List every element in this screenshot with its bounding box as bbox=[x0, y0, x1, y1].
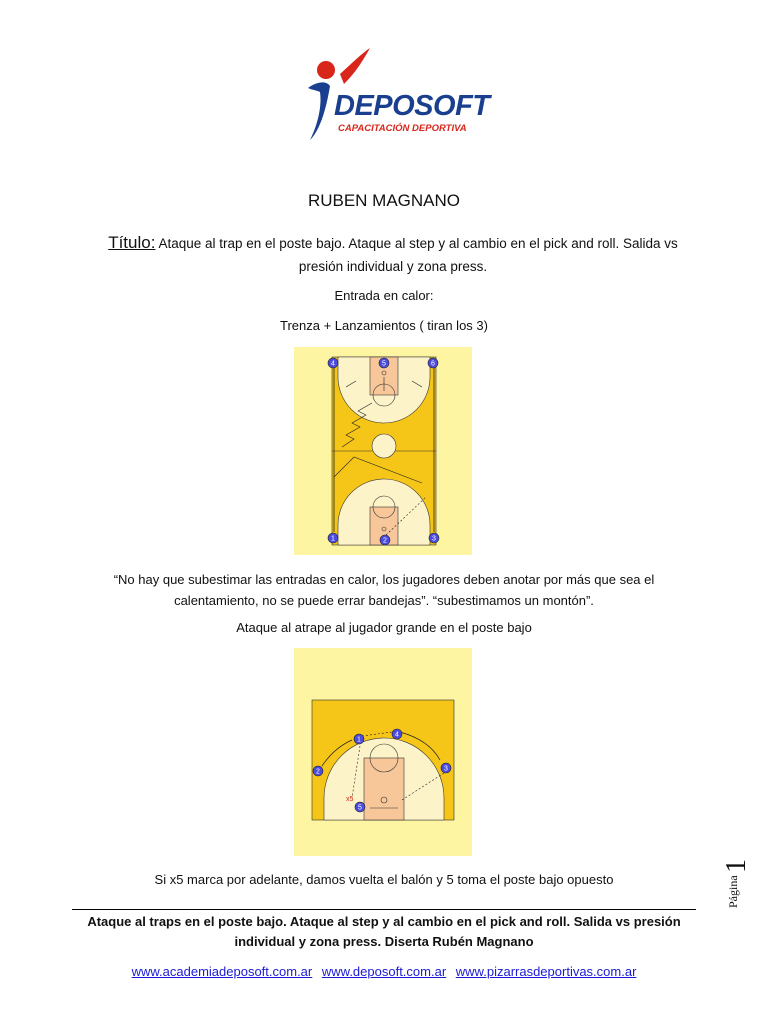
title-paragraph bbox=[88, 231, 698, 278]
title-text: Ataque al trap en el poste bajo. Ataque al step y al cambio en el pick and roll. Salida vs presión individual y zona press. bbox=[158, 236, 678, 274]
player-number: 4 bbox=[331, 360, 335, 368]
warmup-label: Entrada en calor: bbox=[334, 288, 434, 303]
quote-text: “No hay que subestimar las entradas en calor, los jugadores deben anotar por más que sea el calentamiento, no se puede errar bandejas”. “subestimamos un montón”. bbox=[113, 572, 655, 608]
player-marker bbox=[379, 533, 391, 551]
page-title: RUBEN MAGNANO bbox=[307, 191, 461, 210]
player-number: 1 bbox=[357, 736, 361, 744]
player-marker bbox=[440, 761, 452, 779]
page-number bbox=[716, 852, 756, 912]
full-court-diagram bbox=[294, 347, 472, 555]
player-marker bbox=[327, 531, 339, 549]
page-word: Página bbox=[726, 875, 740, 908]
player-number: 3 bbox=[432, 535, 436, 543]
logo-wordmark: DEPOSOFT bbox=[334, 90, 490, 122]
player-number: 2 bbox=[383, 537, 387, 545]
page-number-value: 1 bbox=[721, 859, 752, 873]
link-pizarrasdeportivas[interactable]: www.pizarrasdeportivas.com.ar bbox=[455, 964, 637, 979]
player-marker bbox=[312, 764, 324, 782]
footer-links bbox=[0, 964, 768, 979]
player-number: 6 bbox=[431, 360, 435, 368]
deposoft-logo bbox=[296, 44, 490, 144]
half-court-diagram bbox=[294, 648, 472, 856]
trenza-text: Trenza + Lanzamientos ( tiran los 3) bbox=[280, 318, 488, 333]
link-deposoft[interactable]: www.deposoft.com.ar bbox=[321, 964, 447, 979]
footer-text: Ataque al traps en el poste bajo. Ataque al step y al cambio en el pick and roll. Salida vs presión individual y zona press. Diserta Rubén Magnano bbox=[87, 914, 681, 949]
player-number: 5 bbox=[358, 804, 362, 812]
player-number: 5 bbox=[382, 360, 386, 368]
footer-divider bbox=[72, 909, 696, 910]
player-marker bbox=[354, 800, 366, 818]
diagram2-caption: Si x5 marca por adelante, damos vuelta el balón y 5 toma el poste bajo opuesto bbox=[154, 872, 614, 887]
player-marker bbox=[353, 732, 365, 750]
atrape-text: Ataque al atrape al jugador grande en el poste bajo bbox=[236, 620, 532, 635]
svg-text:x5: x5 bbox=[346, 796, 354, 803]
link-academiadeposoft[interactable]: www.academiadeposoft.com.ar bbox=[131, 964, 313, 979]
player-number: 3 bbox=[444, 765, 448, 773]
player-marker bbox=[391, 727, 403, 745]
player-marker bbox=[378, 356, 390, 374]
logo-tagline: CAPACITACIÓN DEPORTIVA bbox=[338, 123, 467, 134]
player-number: 1 bbox=[331, 535, 335, 543]
title-label: Título: bbox=[108, 233, 156, 252]
player-marker bbox=[327, 356, 339, 374]
player-marker bbox=[427, 356, 439, 374]
player-number: 2 bbox=[316, 768, 320, 776]
player-marker bbox=[428, 531, 440, 549]
player-number: 4 bbox=[395, 731, 399, 739]
